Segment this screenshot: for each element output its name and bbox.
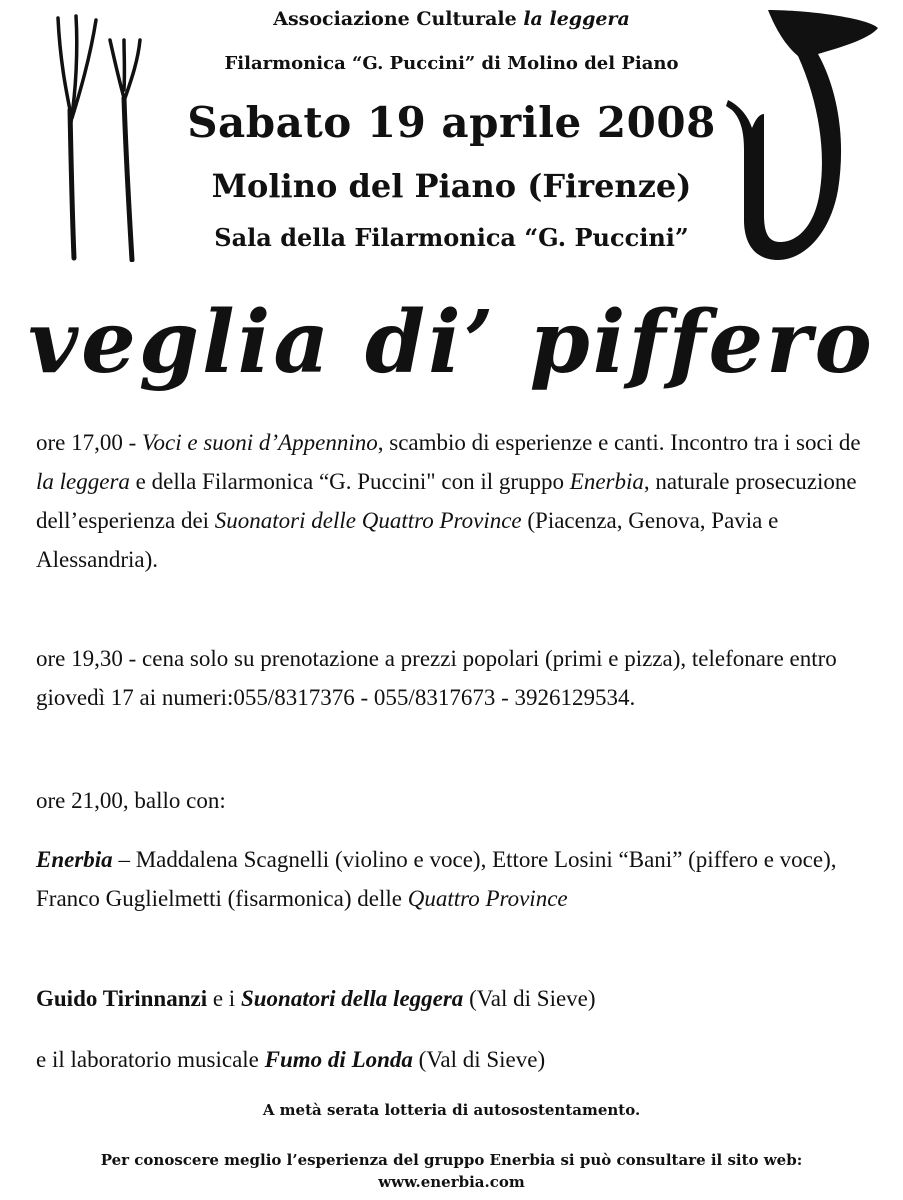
p6-text-2: (Val di Sieve) (412, 1047, 546, 1072)
p5-group: Suonatori della leggera (240, 986, 464, 1011)
event-title: veglia di’ piffero (28, 292, 875, 393)
p6-text-1: e il laboratorio musicale (36, 1047, 265, 1072)
event-place: Molino del Piano (Firenze) (211, 167, 692, 205)
event-date: Sabato 19 aprile 2008 (187, 98, 716, 147)
p5-name: Guido Tirinnanzi (36, 986, 208, 1011)
event-hall: Sala della Filarmonica “G. Puccini” (214, 223, 689, 252)
p1-text-4: , naturale prosecuzione dell’esperienza dei (36, 469, 857, 533)
website-link[interactable]: www.enerbia.com (378, 1173, 525, 1191)
program-paragraph-3: ore 21,00, ballo con: (36, 788, 226, 813)
p5-text-1: e i (207, 986, 241, 1011)
p1-italic-3: Enerbia (569, 469, 644, 494)
program-paragraph-2: ore 19,30 - cena solo su prenotazione a prezzi popolari (primi e pizza), telefonare entro giovedì 17 ai numeri:055/8317376 - 055/8317673 - 3926129534. (36, 646, 837, 710)
lottery-note: A metà serata lotteria di autosostentamento. (262, 1101, 641, 1119)
association-prefix: Associazione Culturale (273, 8, 524, 30)
p1-italic-2: la leggera (36, 469, 130, 494)
p1-italic-1: Voci e suoni d’Appennino (142, 430, 378, 455)
p6-group: Fumo di Londa (264, 1047, 413, 1072)
p1-text-3: e della Filarmonica “G. Puccini" con il gruppo (129, 469, 570, 494)
p4-text: – Maddalena Scagnelli (violino e voce), Ettore Losini “Bani” (piffero e voce), Franco Guglielmetti (fisarmonica) delle (36, 847, 837, 911)
p4-group: Enerbia (36, 847, 113, 872)
p1-text-1: ore 17,00 - (36, 430, 143, 455)
p5-text-2: (Val di Sieve) (463, 986, 596, 1011)
p4-province: Quattro Province (407, 886, 568, 911)
association-name: la leggera (523, 8, 630, 30)
p1-text-5: (Piacenza, Genova, Pavia e Alessandria). (36, 508, 779, 572)
info-note: Per conoscere meglio l’esperienza del gruppo Enerbia si può consultare il sito web: (100, 1151, 803, 1169)
program-paragraph-6 (36, 1040, 866, 1079)
program-paragraph-5 (36, 979, 866, 1018)
filarmonica-line: Filarmonica “G. Puccini” di Molino del Piano (224, 53, 679, 74)
association-line (0, 8, 903, 30)
p1-text-2: , scambio di esperienze e canti. Incontro tra i soci de (377, 430, 861, 455)
program-paragraph-4 (36, 840, 866, 918)
program-paragraph-1 (36, 423, 866, 579)
p1-italic-4: Suonatori delle Quattro Province (214, 508, 522, 533)
